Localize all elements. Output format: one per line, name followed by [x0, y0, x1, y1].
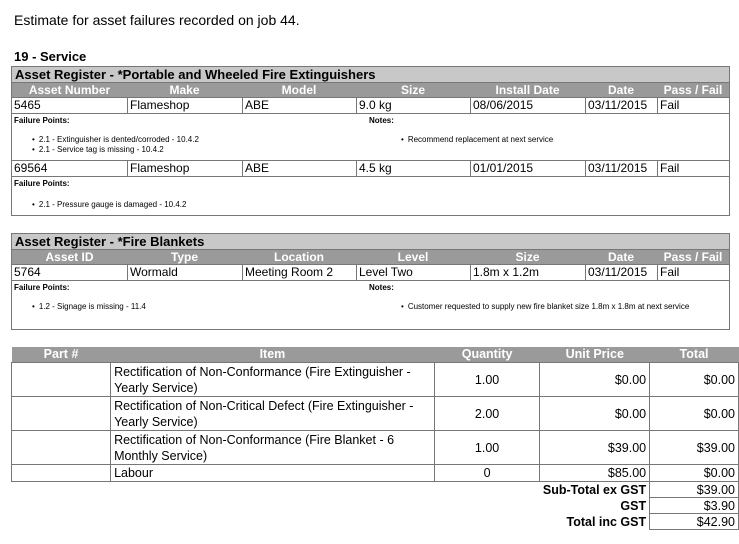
subtotal-label: Sub-Total ex GST [542, 482, 647, 497]
col-header: Asset Number [28, 83, 111, 97]
unit-price: $39.00 [540, 431, 650, 465]
col-header: Model [281, 83, 317, 97]
failure-list [32, 200, 186, 210]
subtotal-value: $39.00 [650, 482, 739, 498]
service-heading: 19 - Service [14, 49, 87, 64]
col-header: Install Date [495, 83, 560, 97]
list-item: • 2.1 - Extinguisher is dented/corroded - 10.4.2 [32, 135, 199, 145]
parts-header-row [12, 347, 739, 363]
parts-table [11, 347, 739, 530]
col-header: Size [400, 83, 425, 97]
intro-text: Estimate for asset failures recorded on job 44. [14, 12, 300, 28]
quantity: 0 [434, 465, 540, 482]
register-header [12, 83, 729, 97]
quantity: 1.00 [434, 363, 540, 397]
subtotal-row [12, 482, 739, 498]
table-row [12, 160, 729, 176]
table-row [12, 431, 739, 465]
asset-register-fire-blankets [11, 233, 730, 330]
cell: Flameshop [127, 98, 242, 113]
col-header: Total [650, 347, 739, 363]
unit-price: $0.00 [540, 363, 650, 397]
failure-list [32, 135, 199, 155]
col-header: Type [170, 250, 199, 264]
gst-row [12, 498, 739, 514]
failure-points-label: Failure Points: [14, 283, 70, 292]
register-title: Asset Register - *Fire Blankets [12, 234, 729, 250]
cell: 01/01/2015 [470, 161, 585, 176]
cell: Wormald [127, 265, 242, 280]
cell: 03/11/2015 [585, 265, 657, 280]
line-total: $0.00 [650, 397, 739, 431]
part-number [12, 465, 111, 482]
failure-points-label: Failure Points: [14, 116, 70, 125]
failure-points-block [12, 176, 729, 215]
notes-list [401, 134, 711, 145]
col-header: Pass / Fail [663, 250, 723, 264]
col-header: Unit Price [540, 347, 650, 363]
cell: Fail [657, 98, 729, 113]
asset-register-extinguishers [11, 66, 730, 216]
table-row [12, 397, 739, 431]
list-item: • Recommend replacement at next service [401, 134, 711, 145]
failure-list [32, 302, 146, 312]
item-description: Labour [111, 465, 435, 482]
quantity: 2.00 [434, 397, 540, 431]
cell: ABE [242, 98, 356, 113]
col-header: Pass / Fail [663, 83, 723, 97]
col-header: Date [607, 250, 634, 264]
register-header [12, 250, 729, 264]
table-row [12, 363, 739, 397]
total-row [12, 514, 739, 530]
failure-points-block [12, 280, 729, 329]
part-number [12, 431, 111, 465]
notes-label: Notes: [369, 116, 394, 125]
list-item: • 2.1 - Service tag is missing - 10.4.2 [32, 145, 199, 155]
gst-value: $3.90 [650, 498, 739, 514]
cell: Meeting Room 2 [242, 265, 356, 280]
cell: 5465 [14, 98, 41, 112]
total-value: $42.90 [650, 514, 739, 530]
list-item: • 1.2 - Signage is missing - 11.4 [32, 302, 146, 312]
item-description: Rectification of Non-Conformance (Fire Blanket - 6 Monthly Service) [111, 431, 435, 465]
col-header: Size [515, 250, 540, 264]
list-item: • Customer requested to supply new fire blanket size 1.8m x 1.8m at next service [401, 301, 711, 312]
table-row [12, 97, 729, 113]
col-header: Asset ID [45, 250, 94, 264]
part-number [12, 397, 111, 431]
list-item: • 2.1 - Pressure gauge is damaged - 10.4.2 [32, 200, 186, 210]
line-total: $39.00 [650, 431, 739, 465]
item-description: Rectification of Non-Conformance (Fire Extinguisher - Yearly Service) [111, 363, 435, 397]
table-row [12, 264, 729, 280]
cell: Flameshop [127, 161, 242, 176]
cell: 4.5 kg [356, 161, 470, 176]
quantity: 1.00 [434, 431, 540, 465]
cell: Fail [657, 161, 729, 176]
gst-label: GST [620, 498, 647, 513]
cell: 9.0 kg [356, 98, 470, 113]
part-number [12, 363, 111, 397]
cell: 69564 [14, 161, 48, 175]
col-header: Item [111, 347, 435, 363]
notes-list [401, 301, 711, 312]
cell: 5764 [14, 265, 41, 279]
cell: 1.8m x 1.2m [470, 265, 585, 280]
cell: ABE [242, 161, 356, 176]
unit-price: $0.00 [540, 397, 650, 431]
total-label: Total inc GST [566, 514, 647, 529]
col-header: Make [169, 83, 200, 97]
table-row [12, 465, 739, 482]
cell: 03/11/2015 [585, 161, 657, 176]
col-header: Part # [12, 347, 111, 363]
failure-points-label: Failure Points: [14, 179, 70, 188]
item-description: Rectification of Non-Critical Defect (Fire Extinguisher - Yearly Service) [111, 397, 435, 431]
col-header: Location [274, 250, 324, 264]
col-header: Level [397, 250, 429, 264]
failure-points-block [12, 113, 729, 160]
cell: Level Two [356, 265, 470, 280]
notes-label: Notes: [369, 283, 394, 292]
cell: 03/11/2015 [585, 98, 657, 113]
col-header: Date [607, 83, 634, 97]
cell: 08/06/2015 [470, 98, 585, 113]
unit-price: $85.00 [540, 465, 650, 482]
register-title: Asset Register - *Portable and Wheeled Fire Extinguishers [12, 67, 729, 83]
cell: Fail [657, 265, 729, 280]
line-total: $0.00 [650, 363, 739, 397]
line-total: $0.00 [650, 465, 739, 482]
col-header: Quantity [434, 347, 540, 363]
